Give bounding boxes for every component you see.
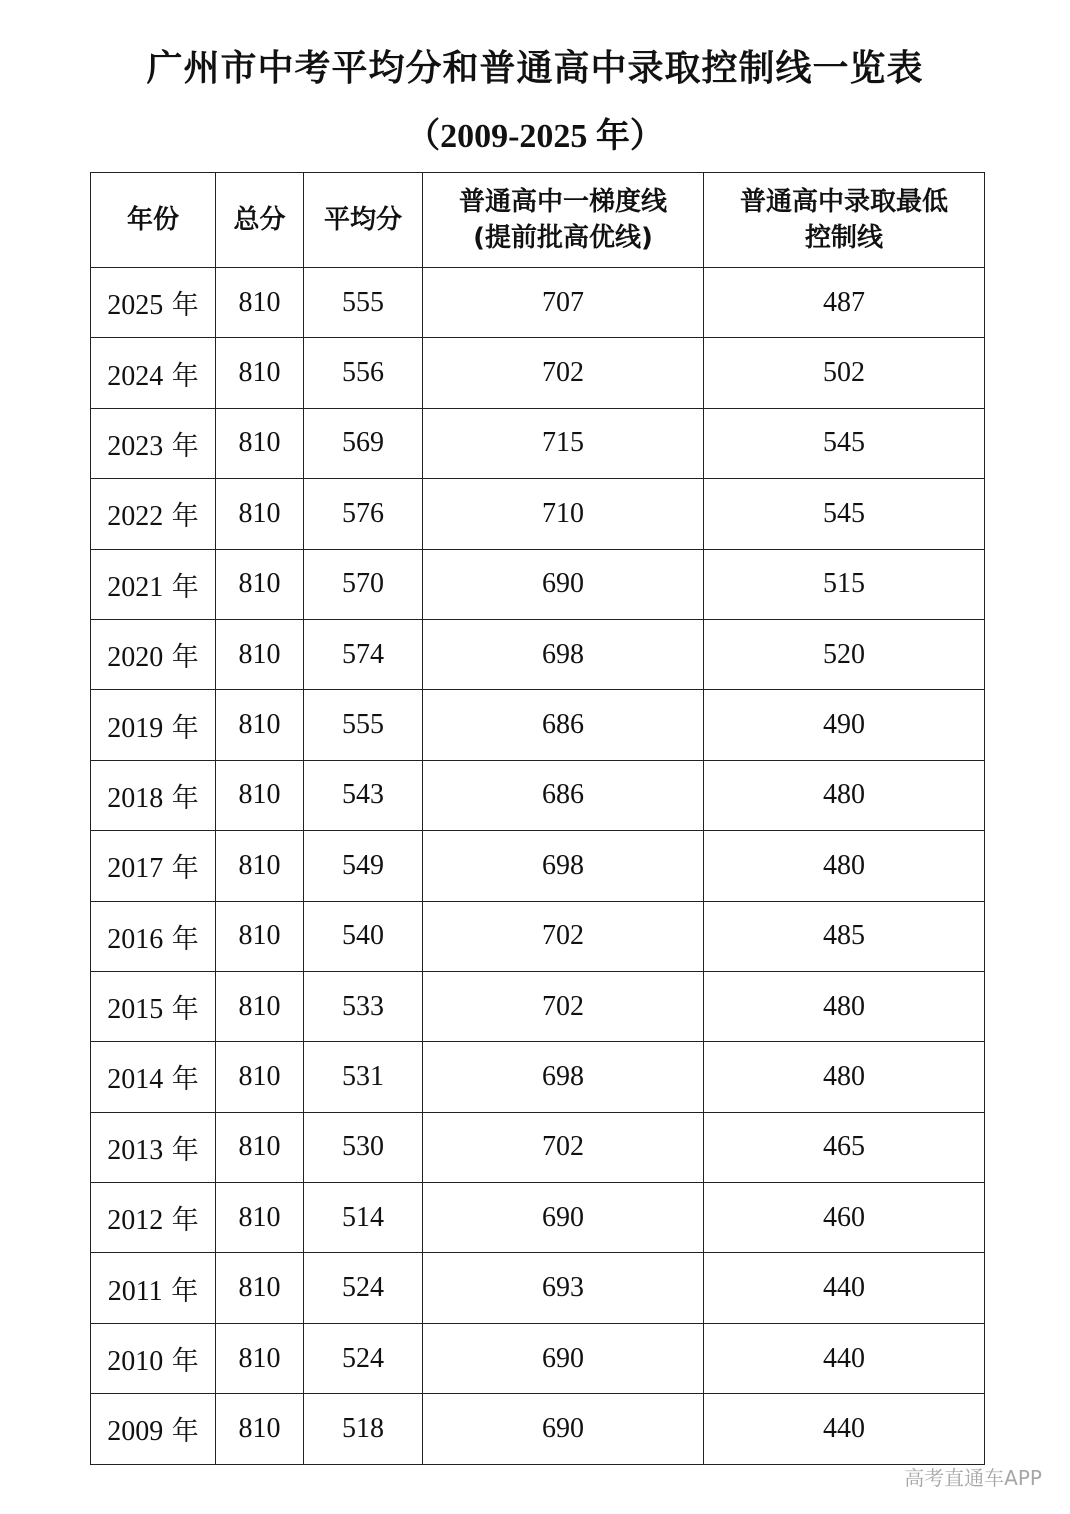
cell-total: 810 <box>216 760 304 830</box>
cell-min-control-line: 465 <box>704 1112 985 1182</box>
cell-tier1-line: 690 <box>423 1394 704 1464</box>
cell-year-suffix: 年 <box>163 1416 199 1448</box>
cell-total: 810 <box>216 619 304 689</box>
document-subtitle: （2009-2025 年） <box>406 118 664 155</box>
cell-min-control-line: 545 <box>704 408 985 478</box>
cell-year <box>91 1042 216 1112</box>
cell-total: 810 <box>216 831 304 901</box>
cell-tier1-line: 702 <box>423 1112 704 1182</box>
cell-min-control-line: 485 <box>704 901 985 971</box>
header-tier1-line <box>423 173 704 268</box>
header-min-line1: 普通高中录取最低 <box>739 187 948 217</box>
watermark: 高考直通车APP <box>904 1466 1042 1490</box>
header-year <box>91 173 216 268</box>
cell-average: 531 <box>304 1042 423 1112</box>
cell-average: 556 <box>304 338 423 408</box>
cell-tier1-line: 690 <box>423 1183 704 1253</box>
cell-year-suffix: 年 <box>163 994 199 1026</box>
cell-year-value: 2011 <box>107 1275 163 1307</box>
cell-average: 569 <box>304 408 423 478</box>
cell-year <box>91 1253 216 1323</box>
cell-tier1-line: 698 <box>423 619 704 689</box>
cell-year-suffix: 年 <box>163 1134 199 1166</box>
cell-year-suffix: 年 <box>163 642 199 674</box>
cell-total: 810 <box>216 1323 304 1393</box>
cell-min-control-line: 440 <box>704 1323 985 1393</box>
cell-total: 810 <box>216 690 304 760</box>
cell-year-value: 2014 <box>107 1064 164 1096</box>
table-row <box>91 1112 985 1182</box>
cell-year-value: 2019 <box>107 712 164 744</box>
cell-min-control-line: 515 <box>704 549 985 619</box>
cell-year-value: 2010 <box>107 1346 164 1378</box>
cell-year-suffix: 年 <box>163 290 199 322</box>
cell-year-suffix: 年 <box>163 782 199 814</box>
cell-average: 555 <box>304 268 423 338</box>
cell-year-value: 2022 <box>107 501 164 533</box>
table-row <box>91 479 985 549</box>
cell-total: 810 <box>216 971 304 1041</box>
table-row <box>91 760 985 830</box>
table-row <box>91 1323 985 1393</box>
cell-year <box>91 479 216 549</box>
cell-tier1-line: 686 <box>423 690 704 760</box>
cell-year-value: 2023 <box>107 430 164 462</box>
cell-average: 524 <box>304 1253 423 1323</box>
cell-average: 570 <box>304 549 423 619</box>
cell-min-control-line: 490 <box>704 690 985 760</box>
cell-year <box>91 408 216 478</box>
cell-year <box>91 971 216 1041</box>
cell-year-value: 2009 <box>107 1416 164 1448</box>
cell-total: 810 <box>216 408 304 478</box>
cell-year-suffix: 年 <box>163 712 199 744</box>
cell-average: 514 <box>304 1183 423 1253</box>
header-tier1-line1: 普通高中一梯度线 <box>458 187 667 217</box>
table-row <box>91 549 985 619</box>
cell-year <box>91 268 216 338</box>
cell-average: 549 <box>304 831 423 901</box>
cell-min-control-line: 502 <box>704 338 985 408</box>
cell-year-value: 2025 <box>107 290 164 322</box>
cell-tier1-line: 686 <box>423 760 704 830</box>
cell-average: 576 <box>304 479 423 549</box>
table-row <box>91 1183 985 1253</box>
cell-min-control-line: 440 <box>704 1253 985 1323</box>
cell-average: 555 <box>304 690 423 760</box>
cell-min-control-line: 520 <box>704 619 985 689</box>
cell-year <box>91 831 216 901</box>
cell-min-control-line: 440 <box>704 1394 985 1464</box>
cell-tier1-line: 698 <box>423 1042 704 1112</box>
cell-year-suffix: 年 <box>163 1205 199 1237</box>
cell-year <box>91 1112 216 1182</box>
cell-tier1-line: 702 <box>423 901 704 971</box>
cell-year <box>91 1394 216 1464</box>
cell-year <box>91 1183 216 1253</box>
cell-year <box>91 338 216 408</box>
cell-year-suffix: 年 <box>163 571 199 603</box>
document-title: 广州市中考平均分和普通高中录取控制线一览表 <box>146 48 924 89</box>
cell-total: 810 <box>216 1042 304 1112</box>
cell-min-control-line: 545 <box>704 479 985 549</box>
score-table <box>90 172 985 1465</box>
table-row <box>91 338 985 408</box>
cell-year <box>91 901 216 971</box>
cell-tier1-line: 693 <box>423 1253 704 1323</box>
table-header-row <box>91 173 985 268</box>
cell-average: 540 <box>304 901 423 971</box>
cell-year-value: 2015 <box>107 994 164 1026</box>
header-year-label: 年份 <box>126 205 179 235</box>
cell-min-control-line: 480 <box>704 971 985 1041</box>
cell-average: 530 <box>304 1112 423 1182</box>
cell-year-value: 2016 <box>107 923 164 955</box>
cell-total: 810 <box>216 1112 304 1182</box>
table-row <box>91 619 985 689</box>
cell-average: 574 <box>304 619 423 689</box>
table-body <box>91 268 985 1465</box>
header-total <box>216 173 304 268</box>
table-row <box>91 268 985 338</box>
header-tier1-line2: (提前批高优线) <box>473 223 653 253</box>
cell-min-control-line: 487 <box>704 268 985 338</box>
header-average-label: 平均分 <box>323 205 402 235</box>
cell-total: 810 <box>216 1394 304 1464</box>
cell-year-value: 2017 <box>107 853 164 885</box>
cell-tier1-line: 690 <box>423 549 704 619</box>
cell-year-suffix: 年 <box>163 923 199 955</box>
cell-tier1-line: 702 <box>423 971 704 1041</box>
cell-year-suffix: 年 <box>163 501 199 533</box>
cell-year-value: 2021 <box>107 571 164 603</box>
cell-min-control-line: 460 <box>704 1183 985 1253</box>
cell-year-value: 2018 <box>107 782 164 814</box>
cell-total: 810 <box>216 338 304 408</box>
table-row <box>91 1253 985 1323</box>
cell-year-value: 2020 <box>107 642 164 674</box>
cell-year-value: 2024 <box>107 360 164 392</box>
cell-year-suffix: 年 <box>162 1275 199 1307</box>
cell-average: 533 <box>304 971 423 1041</box>
cell-year-value: 2012 <box>107 1205 164 1237</box>
cell-year <box>91 619 216 689</box>
cell-total: 810 <box>216 1253 304 1323</box>
cell-min-control-line: 480 <box>704 831 985 901</box>
header-total-label: 总分 <box>233 205 286 235</box>
cell-tier1-line: 690 <box>423 1323 704 1393</box>
table-row <box>91 408 985 478</box>
table-row <box>91 1394 985 1464</box>
cell-year-suffix: 年 <box>163 360 199 392</box>
header-min-line2: 控制线 <box>804 223 883 253</box>
cell-tier1-line: 707 <box>423 268 704 338</box>
cell-year-suffix: 年 <box>163 430 199 462</box>
cell-total: 810 <box>216 268 304 338</box>
cell-average: 518 <box>304 1394 423 1464</box>
table-row <box>91 1042 985 1112</box>
cell-year <box>91 1323 216 1393</box>
cell-total: 810 <box>216 901 304 971</box>
cell-year-value: 2013 <box>107 1134 164 1166</box>
cell-year-suffix: 年 <box>163 1346 199 1378</box>
cell-total: 810 <box>216 1183 304 1253</box>
header-min-control-line <box>704 173 985 268</box>
cell-year-suffix: 年 <box>163 853 199 885</box>
cell-min-control-line: 480 <box>704 1042 985 1112</box>
cell-average: 524 <box>304 1323 423 1393</box>
cell-year <box>91 549 216 619</box>
table-row <box>91 831 985 901</box>
table-row <box>91 690 985 760</box>
cell-tier1-line: 715 <box>423 408 704 478</box>
cell-year <box>91 690 216 760</box>
cell-tier1-line: 710 <box>423 479 704 549</box>
cell-tier1-line: 698 <box>423 831 704 901</box>
cell-year <box>91 760 216 830</box>
cell-tier1-line: 702 <box>423 338 704 408</box>
cell-total: 810 <box>216 479 304 549</box>
cell-year-suffix: 年 <box>163 1064 199 1096</box>
table-row <box>91 901 985 971</box>
header-average <box>304 173 423 268</box>
table-row <box>91 971 985 1041</box>
cell-average: 543 <box>304 760 423 830</box>
cell-min-control-line: 480 <box>704 760 985 830</box>
cell-total: 810 <box>216 549 304 619</box>
